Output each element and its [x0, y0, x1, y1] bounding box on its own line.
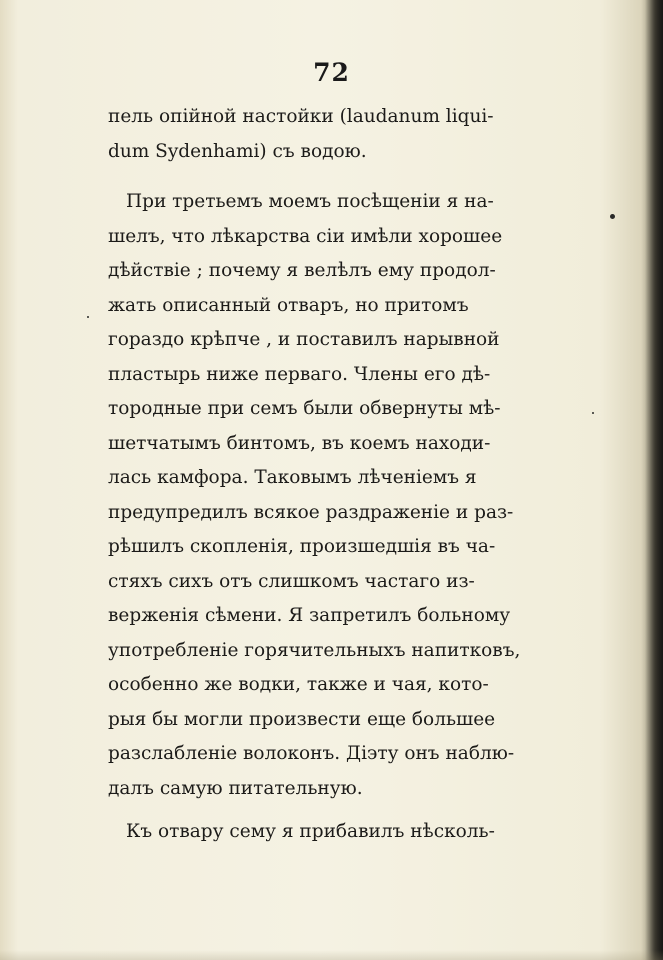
text-line: шетчатымъ бинтомъ, въ коемъ находи- — [108, 432, 491, 454]
text-line: Къ отвару сему я прибавилъ нѣсколь- — [126, 821, 495, 842]
text-line: употребленiе горячительныхъ напитковъ, — [108, 639, 521, 661]
text-line: особенно же водки, также и чая, кото- — [108, 674, 489, 695]
ink-speck — [610, 214, 615, 219]
page-bottom-edge — [0, 950, 663, 960]
paragraph-spacer — [108, 806, 578, 815]
text-line: рыя бы могли произвести еще большее — [108, 708, 496, 730]
ink-speck — [87, 316, 89, 318]
text-line: разслабленiе волоконъ. Дiэту онъ наблю- — [108, 743, 515, 764]
text-line: При третьемъ моемъ посѣщенiи я на- — [126, 191, 494, 212]
text-line: пластырь ниже перваго. Члены его дѣ- — [108, 363, 491, 385]
text-line: рѣшилъ скопленiя, произшедшiя въ ча- — [108, 536, 496, 557]
text-line: дѣйствiе ; почему я велѣлъ ему продол- — [108, 260, 496, 281]
text-line: шелъ, что лѣкарства сiи имѣли хорошее — [108, 225, 503, 247]
text-line: dum Sydenhami) съ водою. — [108, 140, 367, 162]
ink-speck — [592, 412, 594, 414]
paragraph-1 — [108, 100, 578, 169]
page-number: 72 — [313, 58, 350, 87]
text-line: пель опiйной настойки (laudanum liqui- — [108, 106, 494, 127]
text-line: стяхъ сихъ отъ слишкомъ частаго из- — [108, 570, 475, 592]
text-line: верженiя сѣмени. Я запретилъ больному — [108, 605, 511, 626]
text-line: жать описанный отваръ, но притомъ — [108, 294, 469, 316]
text-line: тородные при семъ были обвернуты мѣ- — [108, 398, 501, 419]
text-line: предупредилъ всякое раздраженiе и раз- — [108, 501, 514, 523]
text-line: лась камфора. Таковымъ лѣченiемъ я — [108, 467, 477, 488]
paragraph-3 — [108, 815, 578, 850]
page-spine-shadow — [641, 0, 663, 960]
paragraph-spacer — [108, 169, 578, 185]
text-line: гораздо крѣпче , и поставилъ нарывной — [108, 329, 500, 350]
paragraph-2 — [108, 185, 578, 806]
text-line: далъ самую питательную. — [108, 777, 363, 799]
body-text — [108, 100, 578, 850]
